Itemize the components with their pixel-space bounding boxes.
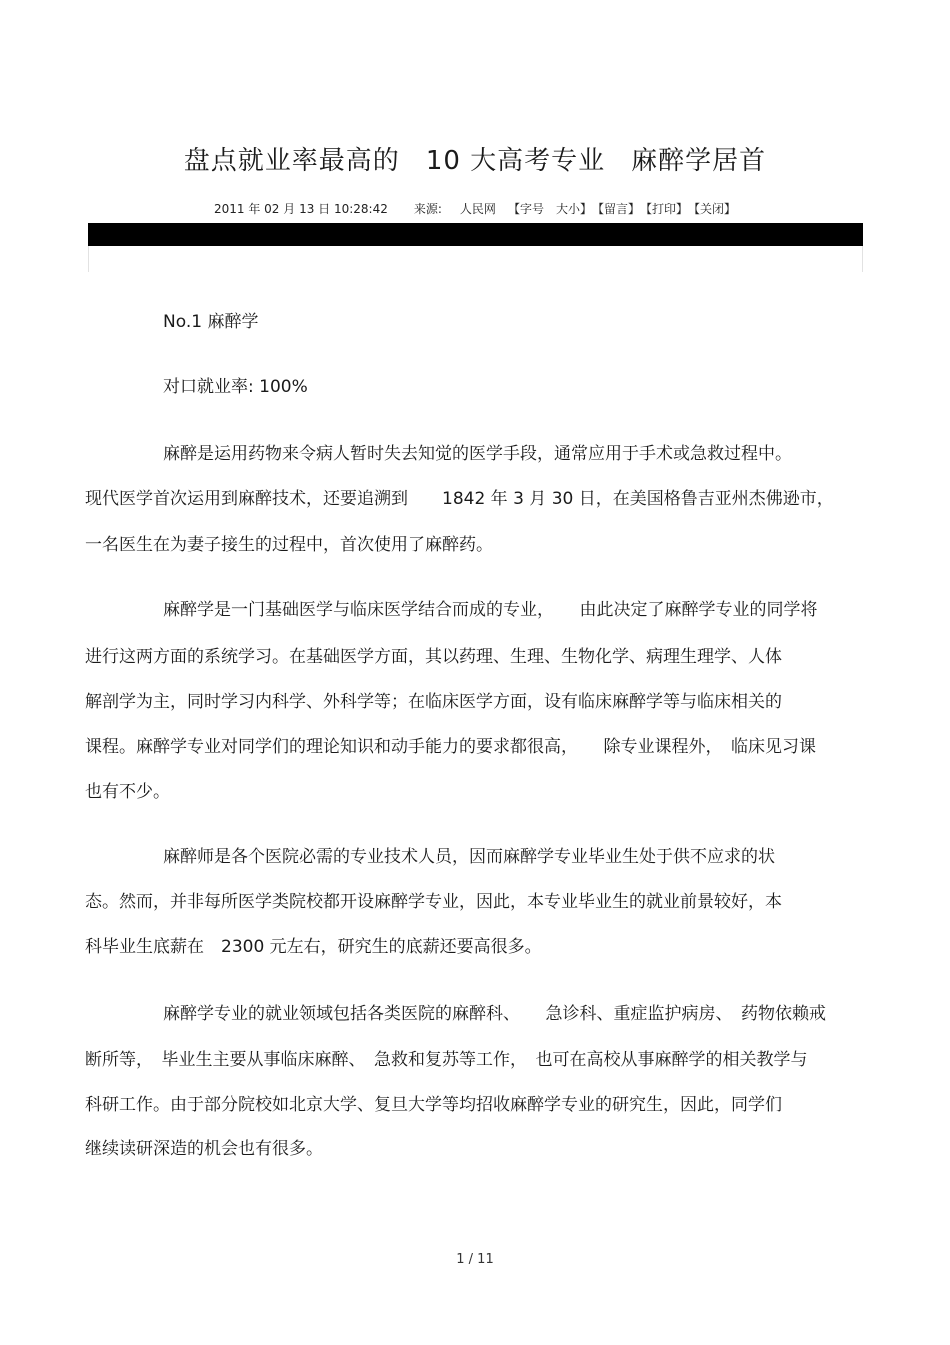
body-line: 麻醉师是各个医院必需的专业技术人员，因而麻醉学专业毕业生处于供不应求的状 bbox=[163, 847, 775, 867]
section-heading: No.1 麻醉学 bbox=[163, 312, 259, 332]
body-line: 现代医学首次运用到麻醉技术，还要追溯到 1842 年 3 月 30 日，在美国格鲁吉亚州杰佛逊市， bbox=[85, 489, 834, 509]
print-link[interactable]: 【打印】 bbox=[639, 202, 688, 216]
title-part-2: 10 大高考专业 bbox=[425, 146, 606, 176]
frame-left-rule bbox=[88, 246, 89, 272]
body-line: 课程。麻醉学专业对同学们的理论知识和动手能力的要求都很高， 除专业课程外， 临床见习课 bbox=[85, 737, 816, 757]
header-divider-bar bbox=[88, 223, 863, 246]
source-name: 人民网 bbox=[459, 202, 496, 216]
publish-date: 2011 年 02 月 13 日 10:28:42 bbox=[214, 202, 388, 216]
title-part-3: 麻醉学居首 bbox=[631, 146, 767, 176]
employment-rate: 对口就业率: 100% bbox=[163, 377, 308, 397]
font-size-link[interactable]: 【字号 大小】 bbox=[507, 202, 592, 216]
body-line: 也有不少。 bbox=[85, 782, 170, 802]
page-number: 1 / 11 bbox=[456, 1252, 494, 1267]
body-line: 麻醉学是一门基础医学与临床医学结合而成的专业， 由此决定了麻醉学专业的同学将 bbox=[163, 600, 818, 620]
source-label: 来源: bbox=[413, 202, 442, 216]
frame-right-rule bbox=[862, 246, 863, 272]
close-link[interactable]: 【关闭】 bbox=[687, 202, 736, 216]
body-line: 麻醉是运用药物来令病人暂时失去知觉的医学手段，通常应用于手术或急救过程中。 bbox=[163, 444, 792, 464]
body-line: 麻醉学专业的就业领域包括各类医院的麻醉科、 急诊科、重症监护病房、 药物依赖戒 bbox=[163, 1004, 826, 1024]
comment-link[interactable]: 【留言】 bbox=[591, 202, 640, 216]
article-meta bbox=[0, 200, 950, 217]
body-line: 断所等， 毕业生主要从事临床麻醉、 急救和复苏等工作， 也可在高校从事麻醉学的相关教学与 bbox=[85, 1050, 808, 1070]
body-line: 进行这两方面的系统学习。在基础医学方面，其以药理、生理、生物化学、病理生理学、人体 bbox=[85, 647, 782, 667]
body-line: 态。然而，并非每所医学类院校都开设麻醉学专业，因此，本专业毕业生的就业前景较好，本 bbox=[85, 892, 782, 912]
body-line: 科毕业生底薪在 2300 元左右，研究生的底薪还要高很多。 bbox=[85, 937, 542, 957]
title-part-1: 盘点就业率最高的 bbox=[183, 146, 400, 176]
article-title bbox=[0, 140, 950, 177]
body-line: 继续读研深造的机会也有很多。 bbox=[85, 1139, 323, 1159]
body-line: 解剖学为主，同时学习内科学、外科学等；在临床医学方面，设有临床麻醉学等与临床相关的 bbox=[85, 692, 782, 712]
body-line: 科研工作。由于部分院校如北京大学、复旦大学等均招收麻醉学专业的研究生，因此，同学们 bbox=[85, 1095, 782, 1115]
body-line: 一名医生在为妻子接生的过程中，首次使用了麻醉药。 bbox=[85, 535, 493, 555]
